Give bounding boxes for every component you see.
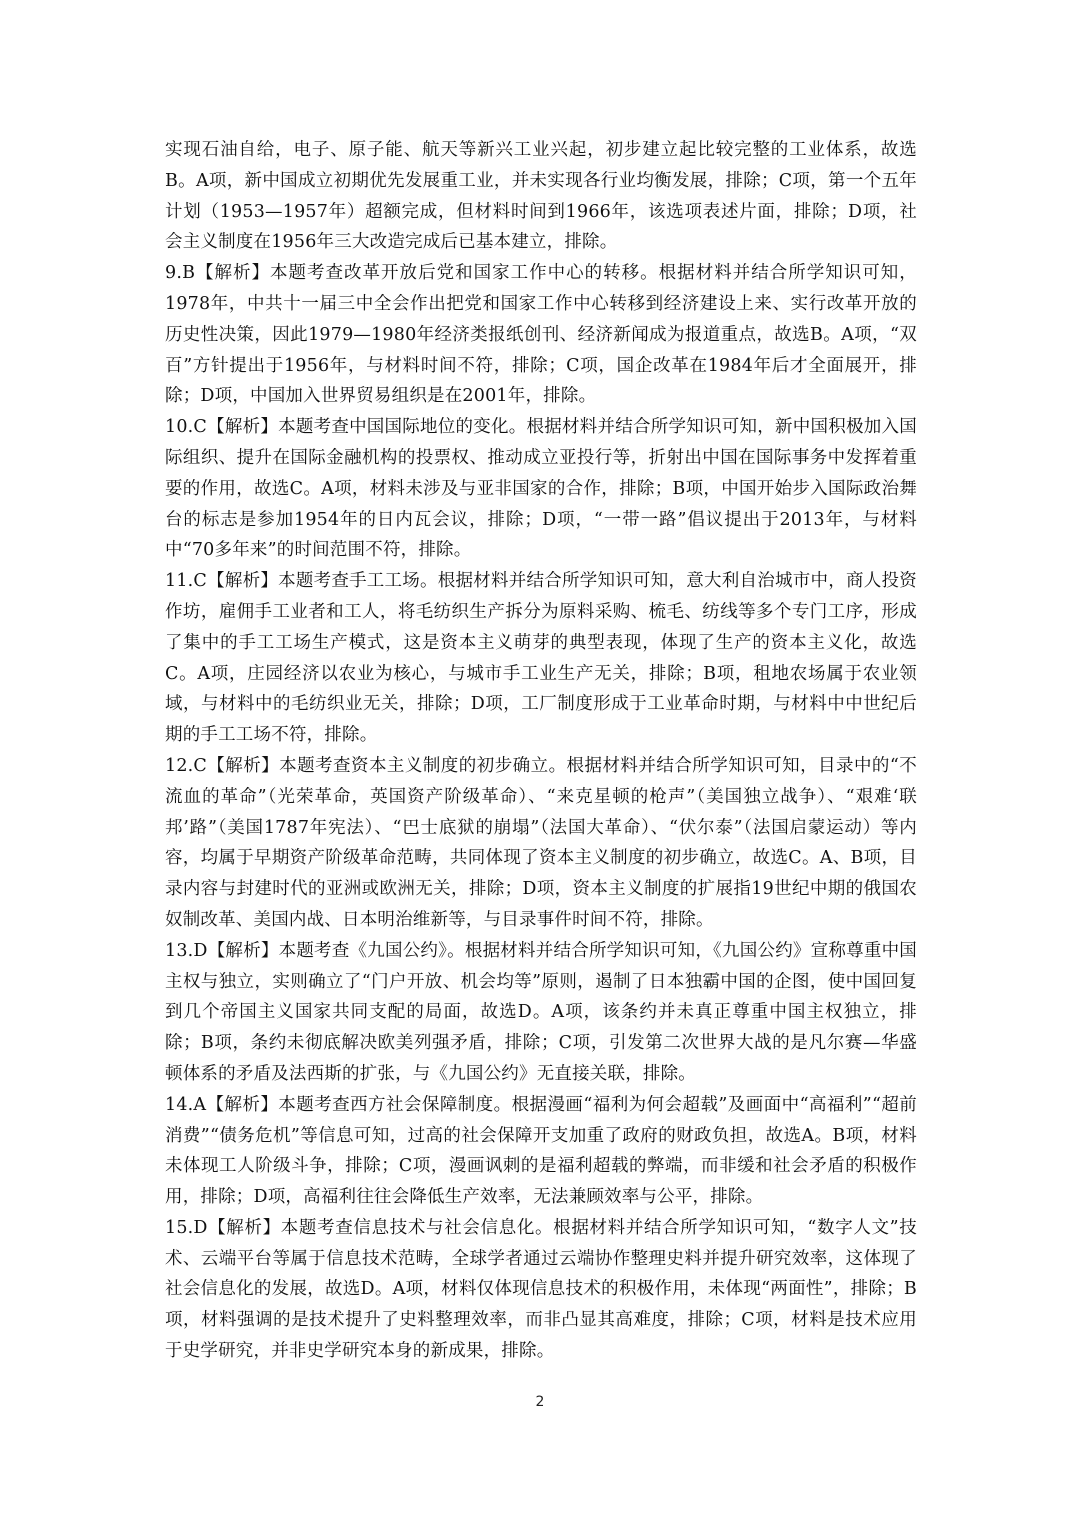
paragraph-q10: 10.C【解析】本题考查中国国际地位的变化。根据材料并结合所学知识可知，新中国积极加入国际组织、提升在国际金融机构的投票权、推动成立亚投行等，折射出中国在国际事务中发挥着重要的作用，故选C。A项，材料未涉及与亚非国家的合作，排除；B项，中国开始步入国际政治舞台的标志是参加1954年的日内瓦会议，排除；D项，“一带一路”倡议提出于2013年，与材料中“70多年来”的时间范围不符，排除。 <box>165 417 917 561</box>
paragraph-q13: 13.D【解析】本题考查《九国公约》。根据材料并结合所学知识可知，《九国公约》宣称尊重中国主权与独立，实则确立了“门户开放、机会均等”原则，遏制了日本独霸中国的企图，使中国回复到几个帝国主义国家共同支配的局面，故选D。A项，该条约并未真正尊重中国主权独立，排除；B项，条约未彻底解决欧美列强矛盾，排除；C项，引发第二次世界大战的是凡尔赛—华盛顿体系的矛盾及法西斯的扩张，与《九国公约》无直接关联，排除。 <box>165 940 917 1084</box>
paragraph-q8-continued: 实现石油自给，电子、原子能、航天等新兴工业兴起，初步建立起比较完整的工业体系，故选B。A项，新中国成立初期优先发展重工业，并未实现各行业均衡发展，排除；C项，第一个五年计划（1953—1957年）超额完成，但材料时间到1966年，该选项表述片面，排除；D项，社会主义制度在1956年三大改造完成后已基本建立，排除。 <box>165 140 917 253</box>
paragraph-q11: 11.C【解析】本题考查手工工场。根据材料并结合所学知识可知，意大利自治城市中，商人投资作坊，雇佣手工业者和工人，将毛纺织生产拆分为原料采购、梳毛、纺线等多个专门工序，形成了集中的手工工场生产模式，这是资本主义萌芽的典型表现，体现了生产的资本主义化，故选C。A项，庄园经济以农业为核心，与城市手工业生产无关，排除；B项，租地农场属于农业领域，与材料中的毛纺织业无关，排除；D项，工厂制度形成于工业革命时期，与材料中中世纪后期的手工工场不符，排除。 <box>165 571 917 746</box>
paragraph-q14: 14.A【解析】本题考查西方社会保障制度。根据漫画“福利为何会超载”及画面中“高福利”“超前消费”“债务危机”等信息可知，过高的社会保障开支加重了政府的财政负担，故选A。B项，材料未体现工人阶级斗争，排除；C项，漫画讽刺的是福利超载的弊端，而非缓和社会矛盾的积极作用，排除；D项，高福利往往会降低生产效率，无法兼顾效率与公平，排除。 <box>165 1094 917 1208</box>
answer-explanations <box>165 135 917 1367</box>
paragraph-q9: 9.B【解析】本题考查改革开放后党和国家工作中心的转移。根据材料并结合所学知识可知，1978年，中共十一届三中全会作出把党和国家工作中心转移到经济建设上来、实行改革开放的历史性决策，因此1979—1980年经济类报纸创刊、经济新闻成为报道重点，故选B。A项，“双百”方针提出于1956年，与材料时间不符，排除；C项，国企改革在1984年后才全面展开，排除；D项，中国加入世界贸易组织是在2001年，排除。 <box>165 263 917 407</box>
paragraph-q12: 12.C【解析】本题考查资本主义制度的初步确立。根据材料并结合所学知识可知，目录中的“不流血的革命”（光荣革命，英国资产阶级革命）、“来克星顿的枪声”（美国独立战争）、“艰难‘联邦’路”（美国1787年宪法）、“巴士底狱的崩塌”（法国大革命）、“伏尔泰”（法国启蒙运动）等内容，均属于早期资产阶级革命范畴，共同体现了资本主义制度的初步确立，故选C。A、B项，目录内容与封建时代的亚洲或欧洲无关，排除；D项，资本主义制度的扩展指19世纪中期的俄国农奴制改革、美国内战、日本明治维新等，与目录事件时间不符，排除。 <box>165 755 917 930</box>
page-number: 2 <box>535 1394 545 1410</box>
paragraph-q15: 15.D【解析】本题考查信息技术与社会信息化。根据材料并结合所学知识可知，“数字人文”技术、云端平台等属于信息技术范畴，全球学者通过云端协作整理史料并提升研究效率，这体现了社会信息化的发展，故选D。A项，材料仅体现信息技术的积极作用，未体现“两面性”，排除；B项，材料强调的是技术提升了史料整理效率，而非凸显其高难度，排除；C项，材料是技术应用于史学研究，并非史学研究本身的新成果，排除。 <box>165 1217 917 1362</box>
